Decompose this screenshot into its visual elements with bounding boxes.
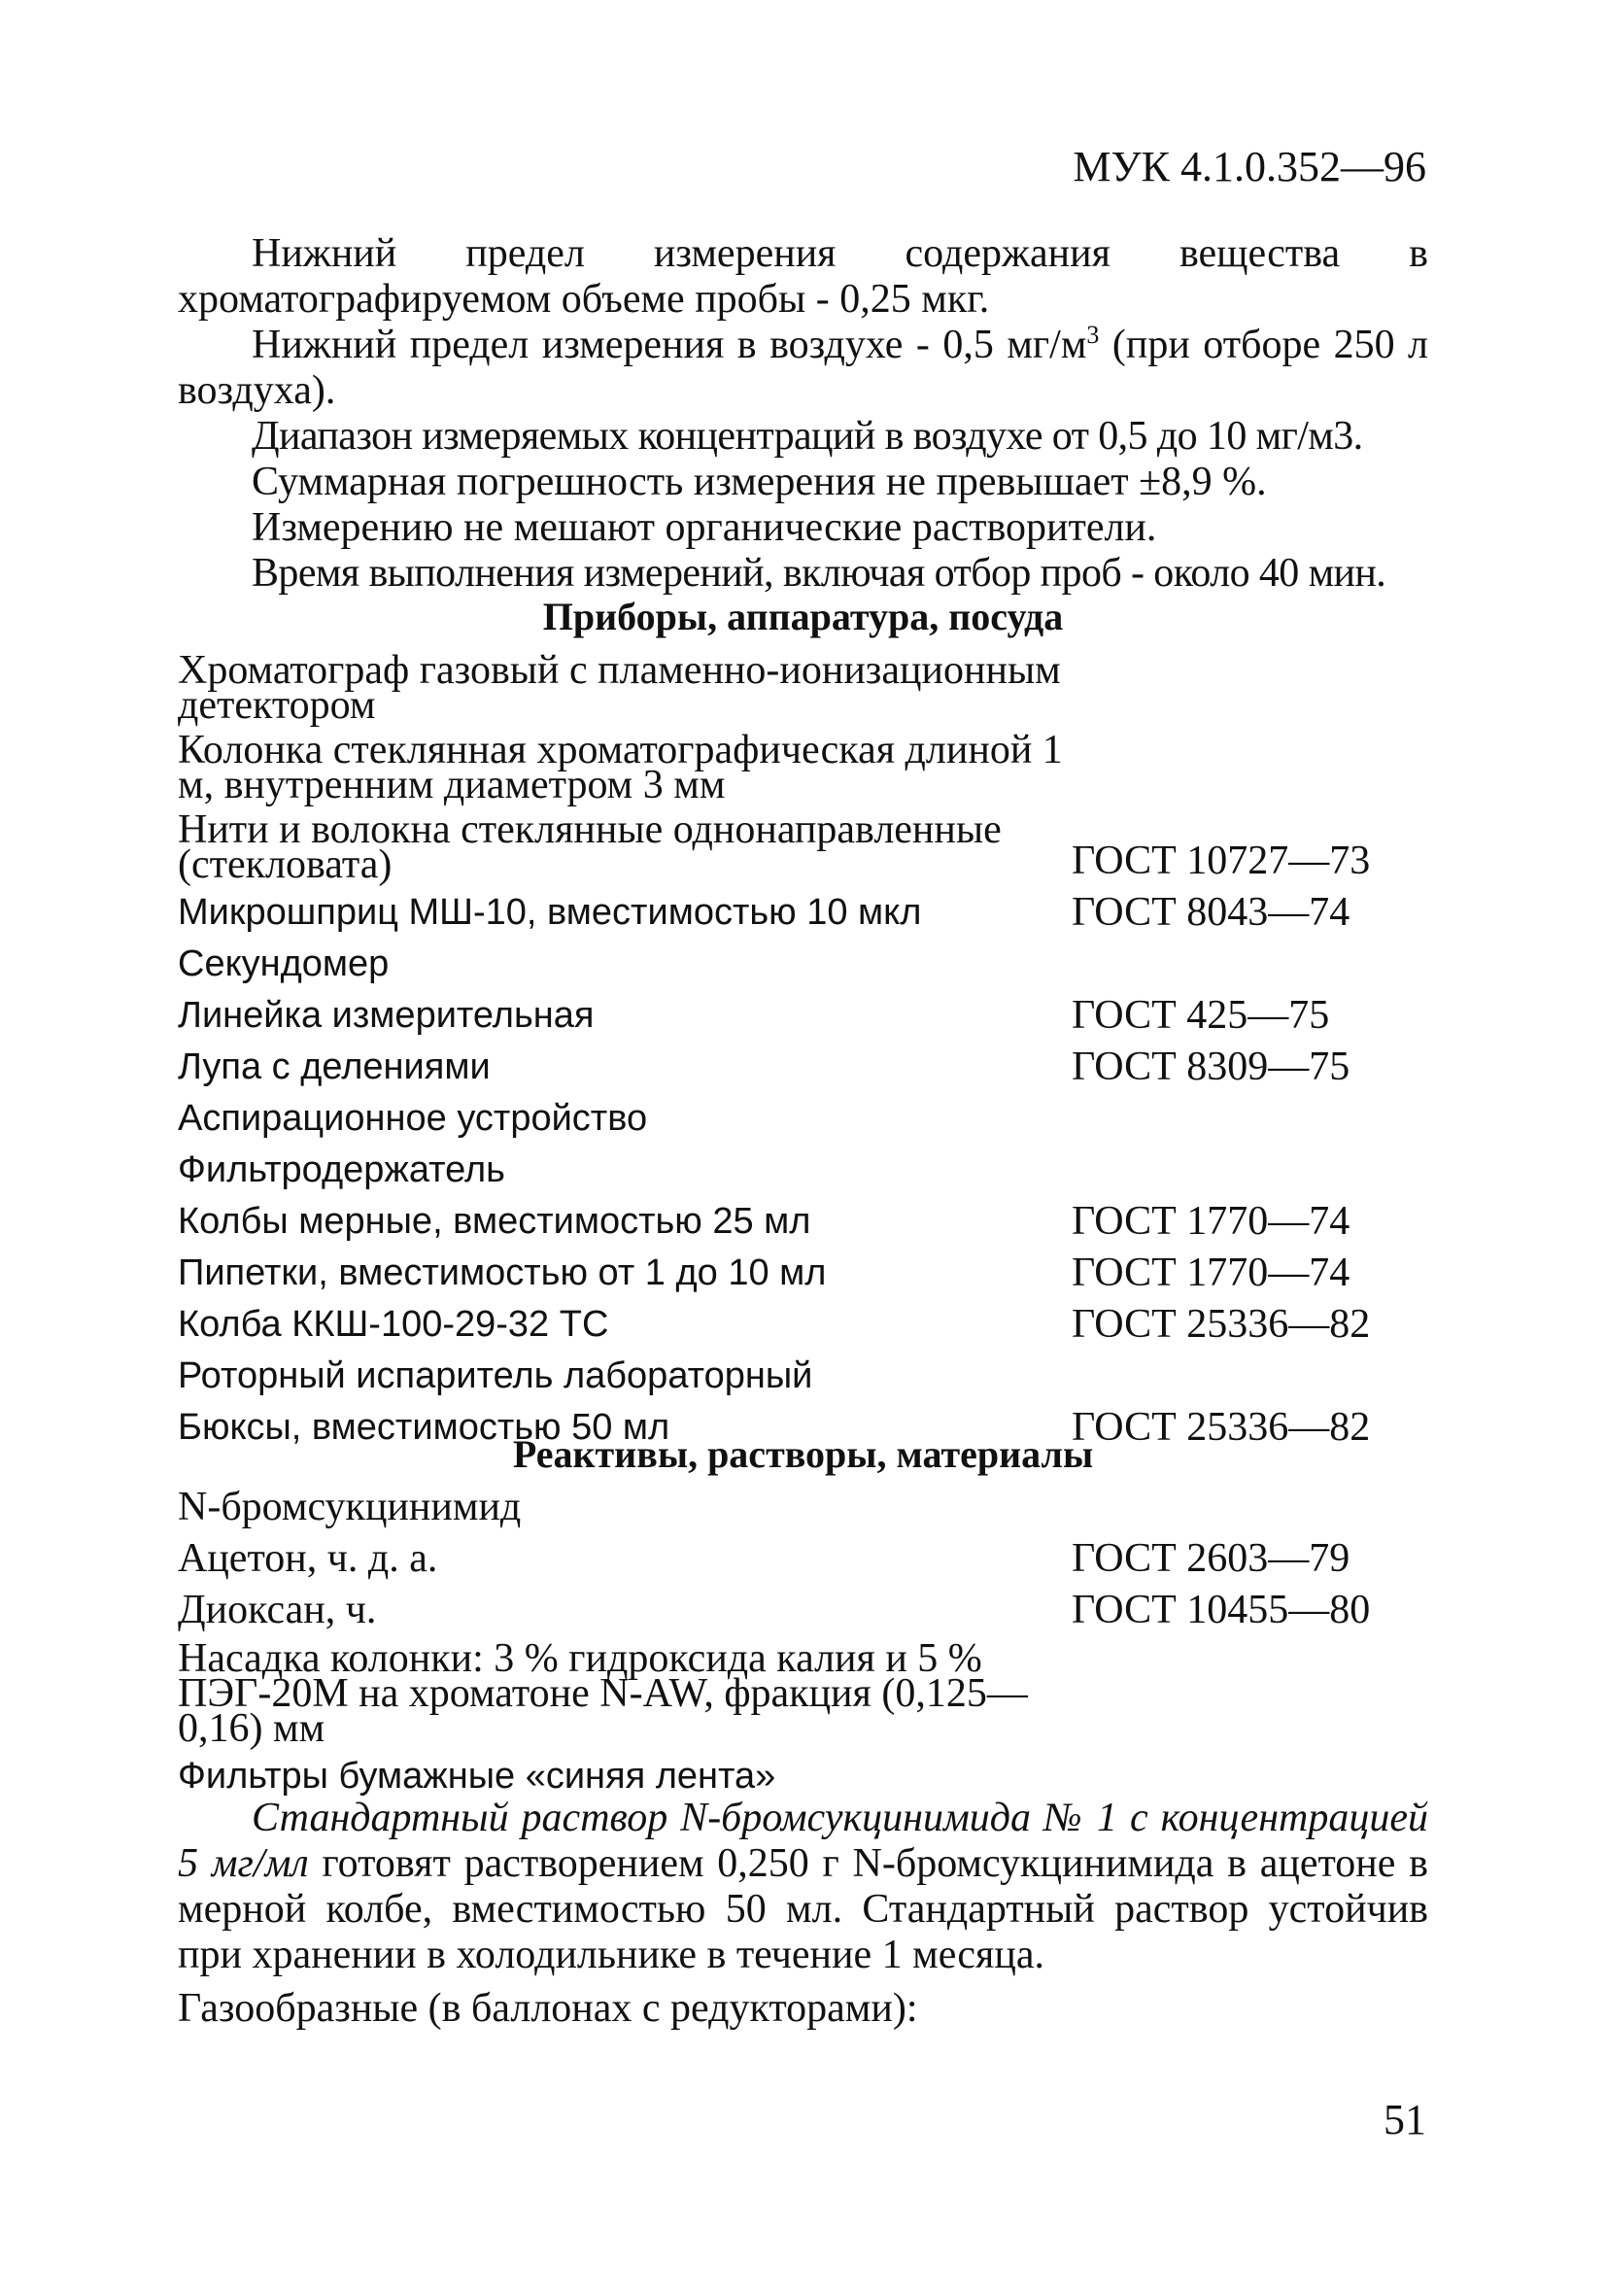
equipment-item-name: Аспирационное устройство (178, 1098, 648, 1139)
intro-paragraph-2-main: Нижний предел измерения в воздухе - 0,5 мг/м (252, 323, 1087, 367)
equipment-item-name: Нити и волокна стеклянные однонаправленные (стекловата) (178, 807, 1002, 887)
equipment-item (178, 943, 1428, 985)
equipment-item-name: Линейка измерительная (178, 995, 595, 1036)
standard-solution-italic: Стандартный раствор N-бромсукцинимида № 1 с концентрацией 5 мг/мл (178, 1796, 1428, 1886)
equipment-item (178, 728, 1428, 807)
intro-paragraph-5: Измерению не мешают органические растворители. (252, 505, 1157, 550)
equipment-item-name: Фильтродержатель (178, 1149, 505, 1190)
standard-solution-rest: готовят растворением 0,250 г N-бромсукцинимида в ацетоне в мерной колбе, вместимостью 50 мл. Стандартный раствор устойчив при хранении в холодильнике в течение 1 месяца. (178, 1841, 1428, 1977)
equipment-item (178, 1304, 1428, 1346)
equipment-item-gost: ГОСТ 25336—82 (1072, 1302, 1371, 1347)
equipment-item (178, 995, 1428, 1037)
reagent-item (178, 1487, 1428, 1528)
equipment-item-gost: ГОСТ 8309—75 (1072, 1045, 1350, 1089)
equipment-list (178, 648, 1428, 1458)
equipment-item-name: Колбы мерные, вместимостью 25 мл (178, 1201, 811, 1242)
equipment-item (178, 1046, 1428, 1088)
equipment-item-name: Роторный испаритель лабораторный (178, 1355, 813, 1396)
reagent-item-name: Насадка колонки: 3 % гидроксида калия и 5 % ПЭГ-20М на хроматоне N-AW, фракция (0,125—0,16) мм (178, 1636, 1028, 1751)
intro-paragraph-1: Нижний предел измерения содержания вещества в хроматографируемом объеме пробы - 0,25 мкг. (178, 231, 1428, 322)
equipment-item (178, 892, 1428, 934)
superscript-3: 3 (1086, 321, 1100, 349)
standard-solution-section (178, 1796, 1428, 2032)
reagent-item-name: Ацетон, ч. д. а. (178, 1536, 438, 1581)
equipment-item-name: Пипетки, вместимостью от 1 до 10 мл (178, 1252, 827, 1293)
equipment-item-gost: ГОСТ 1770—74 (1072, 1251, 1350, 1295)
equipment-item-name: Бюксы, вместимостью 50 мл (178, 1407, 670, 1448)
document-code: МУК 4.1.0.352—96 (1073, 143, 1426, 190)
equipment-item (178, 1355, 1428, 1397)
reagent-item-gost: ГОСТ 10455—80 (1072, 1588, 1371, 1632)
equipment-title: Приборы, аппаратура, посуда (542, 595, 1064, 638)
reagents-title: Реактивы, растворы, материалы (512, 1432, 1094, 1476)
gases-paragraph: Газообразные (в баллонах с редукторами): (178, 1986, 918, 2031)
intro-paragraph-4: Суммарная погрешность измерения не превышает ±8,9 %. (252, 460, 1267, 504)
equipment-item-name: Микрошприц МШ-10, вместимостью 10 мкл (178, 892, 922, 933)
intro-section (178, 231, 1428, 597)
equipment-item-name: Секундомер (178, 943, 390, 984)
equipment-item (178, 807, 1428, 887)
page-number: 51 (1384, 2096, 1426, 2143)
equipment-item (178, 1201, 1428, 1243)
equipment-item-name: Колонка стеклянная хроматографическая длиной 1 м, внутренним диаметром 3 мм (178, 728, 1063, 807)
standard-solution-paragraph (178, 1796, 1428, 1978)
equipment-item (178, 1252, 1428, 1294)
reagent-item (178, 1756, 1428, 1798)
reagents-list (178, 1487, 1428, 1807)
reagent-item-name: Диоксан, ч. (178, 1588, 377, 1632)
equipment-item-name: Колба ККШ-100-29-32 ТС (178, 1304, 609, 1345)
reagent-item-name: N-бромсукцинимид (178, 1485, 522, 1529)
reagent-item (178, 1538, 1428, 1580)
equipment-item (178, 1098, 1428, 1140)
equipment-item-gost: ГОСТ 10727—73 (1072, 839, 1371, 883)
equipment-item-gost: ГОСТ 425—75 (1072, 993, 1330, 1038)
equipment-item (178, 648, 1428, 728)
equipment-item-gost: ГОСТ 1770—74 (1072, 1199, 1350, 1244)
reagent-item-gost: ГОСТ 2603—79 (1072, 1536, 1350, 1581)
equipment-item-name: Лупа с делениями (178, 1046, 491, 1087)
equipment-item-gost: ГОСТ 8043—74 (1072, 890, 1350, 935)
intro-paragraph-2-tail: (при отборе 250 л воздуха). (178, 323, 1428, 413)
intro-paragraph-3: Диапазон измеряемых концентраций в воздухе от 0,5 до 10 мг/м3. (252, 414, 1363, 459)
reagent-item (178, 1636, 1428, 1751)
intro-paragraph-6: Время выполнения измерений, включая отбор проб - около 40 мин. (252, 551, 1386, 596)
intro-paragraph-2 (178, 323, 1428, 414)
equipment-item-name: Хроматограф газовый с пламенно-ионизационным детектором (178, 648, 1061, 728)
reagent-item-name: Фильтры бумажные «синяя лента» (178, 1756, 776, 1797)
equipment-item-gost: ГОСТ 25336—82 (1072, 1405, 1371, 1450)
reagent-item (178, 1590, 1428, 1631)
equipment-item (178, 1149, 1428, 1191)
